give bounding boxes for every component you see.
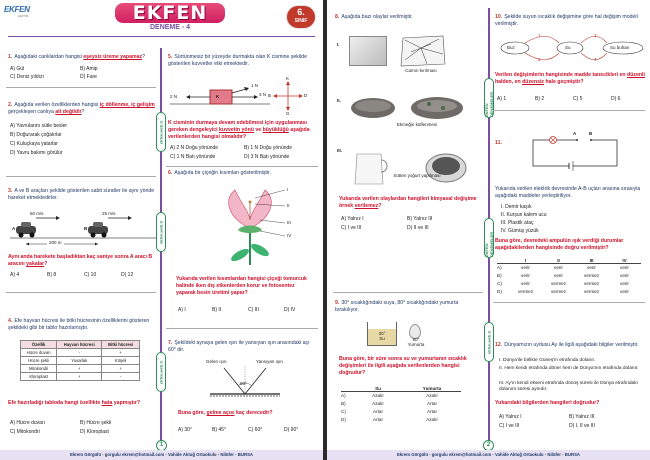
table-header: Yumurta: [422, 386, 442, 391]
option[interactable]: B) Yalnız III: [407, 216, 433, 222]
grade-badge: 6. SINIF: [286, 5, 316, 29]
question-10-prompt: Verilen değişimlerin hangisinde madde tanecikleri en düzenli halden, en düzensiz hale geçmiştir?: [495, 72, 645, 85]
option[interactable]: B) 45°: [212, 427, 226, 433]
option[interactable]: A) 2 N Doğu yönünde: [170, 145, 219, 151]
side-watermark: EKFEN DENEMELER: [484, 78, 494, 118]
south-label: G: [286, 111, 290, 116]
table-header: III: [589, 258, 594, 263]
table-row[interactable]: C) Artar Artar: [341, 409, 437, 414]
car-b-icon: [88, 222, 108, 238]
table-header: Bitki hücresi: [102, 341, 140, 349]
side-watermark: ekfen.web.tr: [484, 322, 494, 362]
car-a-icon: [16, 222, 36, 238]
incoming-ray-label: Gelen ışın: [206, 359, 227, 364]
force-left-label: 2 N: [170, 94, 178, 99]
arrow-label: 1: [538, 33, 541, 38]
cell-table: [20, 340, 140, 381]
question-3-prompt: Aynı anda harekete başladıktan kaç saniye sonra A aracı B aracını yakalar?: [8, 254, 153, 267]
table-row[interactable]: B) Azalır Artar: [341, 401, 437, 406]
footer: Ekrem Görgülü - gorgulu ekrem@hotmail.com - Vahide Aktuğ Ortaokulu - Nilüfer - BURSA: [0, 450, 323, 460]
option[interactable]: B) Amip: [80, 66, 98, 72]
speed-b-label: 25 m/s: [102, 211, 116, 216]
car-a-label: A: [12, 226, 16, 231]
option[interactable]: D) II ve III: [407, 225, 429, 231]
table-row: Hücre şekli Yuvarlak Köşeli: [21, 357, 140, 365]
arrow-label: 2: [538, 57, 541, 62]
table-row[interactable]: C) verir vermez vermez verir: [497, 281, 629, 286]
table-row[interactable]: A) Azalır Azalır: [341, 393, 438, 398]
option[interactable]: D) Fare: [80, 74, 97, 80]
angle-label: 60°: [240, 381, 247, 386]
question-11-prompt: Buna göre, devredeki ampulün ışık verdiği durumlar aşağıdakilerden hangisinde doğru verilmiştir?: [495, 238, 624, 251]
page-number: 2: [483, 440, 494, 451]
option[interactable]: C) Mitokondri: [10, 429, 40, 435]
part-label: IV: [287, 233, 292, 238]
point-a-label: A: [573, 131, 577, 136]
option[interactable]: D) Yavru bakımı görülür: [10, 150, 63, 156]
option[interactable]: B) 8: [47, 272, 57, 278]
exam-subtitle: DENEME - 4: [149, 24, 191, 31]
reflected-ray-label: Yansıyan ışın: [256, 359, 283, 364]
force-right-label: 3 N: [259, 92, 267, 97]
option[interactable]: D) Kloroplast: [80, 429, 109, 435]
question-1: 1. Aşağıdaki canlılardan hangisi eşeysiz üreme yapamaz?: [8, 54, 145, 60]
list-item: III. Ay'ın kendi ekseni etrafında dönüş süresi ile Dünya etrafındaki dolanım süresi aynıdır.: [499, 381, 638, 393]
flower-diagram: [200, 180, 310, 270]
option[interactable]: A) 30°: [178, 427, 192, 433]
option[interactable]: A) 4: [10, 272, 20, 278]
option[interactable]: D) 12: [121, 272, 134, 278]
item-numeral: II.: [337, 98, 341, 103]
milk-yogurt-images: [351, 146, 471, 188]
option[interactable]: B) Yalnız III: [569, 414, 595, 420]
option[interactable]: A) Gül: [10, 66, 25, 72]
table-row[interactable]: D) Artar Azalır: [341, 417, 438, 422]
state-node: Su: [565, 45, 571, 50]
q11-answer-table: [497, 258, 641, 296]
question-4: 4. Efe hayvan hücresi ile bitki hücresinin özelliklerini gösteren şekildeki gibi bir tablo hazırlamıştır.: [8, 318, 150, 331]
option[interactable]: B) Hücre şekli: [80, 420, 112, 426]
question-8-prompt: Yukarıda verilen olaylardan hangileri kimyasal değişime örnek verilemez?: [339, 196, 477, 209]
car-b-label: B: [84, 226, 88, 231]
item-caption: Sütten yoğurt yapılması: [393, 173, 441, 178]
option[interactable]: A) Yalnız I: [499, 414, 522, 420]
table-header: IV: [622, 258, 627, 263]
glass-pane-image: [349, 36, 387, 66]
north-label: K: [286, 76, 290, 81]
table-header: I: [524, 258, 527, 263]
option[interactable]: C) 10: [84, 272, 97, 278]
option[interactable]: C) Kuluçkaya yatarlar: [10, 141, 58, 147]
list-item: II. Kurşun kalem ucu: [501, 212, 547, 218]
distance-label: 200 m: [49, 240, 62, 245]
list-item: IV. Gümüş yüzük: [501, 228, 539, 234]
list-item: I. Dünya'ile birlikte Güneş'in etrafında dolanır.: [499, 358, 596, 363]
question-5: 5. Sürtünmesiz bir yüzeyde durmakta olan K cismine şekilde gösterilen kuvvetler etki etmektedir.: [168, 54, 307, 67]
table-row[interactable]: B) verir verir vermez verir: [497, 273, 629, 278]
item-numeral: I.: [337, 42, 340, 47]
page-2: [327, 0, 650, 460]
option[interactable]: C) 5: [573, 96, 583, 102]
option[interactable]: C) I ve III: [341, 225, 362, 231]
option[interactable]: C) Deniz yıldızı: [10, 74, 44, 80]
part-label: III: [287, 220, 291, 225]
option[interactable]: D) 90°: [284, 427, 299, 433]
q9-answer-table: [341, 386, 461, 424]
option[interactable]: A) Yavrularını sütle besler: [10, 123, 68, 129]
point-b-label: B: [589, 131, 593, 136]
option[interactable]: B) 1 N Doğu yönünde: [244, 145, 293, 151]
option[interactable]: C) 60°: [248, 427, 263, 433]
beaker-image: 30° Su: [367, 322, 397, 346]
part-label: II: [287, 203, 290, 208]
question-11-number: 11.: [495, 140, 502, 146]
option[interactable]: D) I, II ve III: [569, 423, 595, 429]
list-item: I. Demir kaşık: [501, 204, 532, 210]
compass-icon: [273, 81, 303, 111]
table-row: Hücre duvarı - +: [21, 349, 140, 357]
side-watermark: ekfen.web.tr: [156, 212, 166, 252]
bread-images: [349, 94, 469, 124]
broken-glass-image: [397, 34, 449, 68]
side-watermark: ekfen.web.tr: [156, 112, 166, 152]
option[interactable]: D) 3 N Batı yönünde: [244, 154, 290, 160]
option[interactable]: C) I ve III: [499, 423, 520, 429]
item-caption: Camın kırılması: [405, 68, 437, 73]
west-label: B: [268, 93, 272, 98]
arrow-label: 4: [594, 57, 597, 62]
option[interactable]: D) IV: [284, 307, 296, 313]
option[interactable]: B) II: [212, 307, 222, 313]
egg-caption: 80° Yumurta: [407, 337, 425, 347]
question-7-prompt: Buna göre, gelme açısı kaç derecedir?: [178, 410, 273, 416]
question-4-prompt: Efe hazırladığı tabloda hangi özellikte hata yapmıştır?: [8, 400, 141, 406]
option[interactable]: A) Yalnız I: [341, 216, 364, 222]
page-title: EKFEN: [115, 3, 225, 23]
option[interactable]: B) 2: [535, 96, 545, 102]
question-6: 6. Aşağıda bir çiçeğin kısımları gösterilmiştir.: [168, 170, 271, 176]
table-header: II: [557, 258, 560, 263]
force-up-label: 1 N: [251, 83, 259, 88]
option[interactable]: D) 6: [611, 96, 621, 102]
option[interactable]: C) III: [248, 307, 259, 313]
table-header: Hayvan hücresi: [57, 341, 102, 349]
part-label: I: [287, 187, 289, 192]
table-row: Kloroplast + -: [21, 373, 140, 381]
question-6-prompt: Yukarıda verilen kısımlardan hangisi çiçeği tomurcuk halinde iken dış etkenlerden korur ve fotosentez yaparak besin üretimi yapar?: [176, 276, 307, 296]
option[interactable]: C) 1 N Batı yönünde: [170, 154, 216, 160]
question-12: 12. Dünyamızın uydusu Ay ile ilgili aşağıdaki bilgiler verilmiştir.: [495, 342, 639, 348]
table-row[interactable]: D) vermez vermez vermez verir: [497, 289, 629, 294]
east-label: D: [304, 93, 308, 98]
table-row[interactable]: A) verir verir verir verir: [497, 265, 629, 270]
circuit-diagram: [527, 130, 627, 176]
item-caption: Ekmeğin küflenmesi: [396, 122, 438, 127]
option[interactable]: A) I: [178, 307, 186, 313]
state-node: Buz: [507, 45, 515, 50]
page-1: [0, 0, 323, 460]
body-label: K: [216, 94, 220, 99]
option[interactable]: B) Doğurarak çoğalırlar: [10, 132, 62, 138]
header-title-banner: [115, 3, 225, 31]
state-node: Su buharı: [610, 45, 630, 50]
speed-a-label: 50 m/s: [30, 211, 44, 216]
question-11: Yukarıda verilen elektrik devresinde A-B uçları arasına sırasıyla aşağıdaki maddeler yerleştiriliyor.: [495, 186, 641, 199]
question-3: 3. A ve B araçları şekilde gösterilen sabit süratler ile aynı yönde hareket etmektedirler.: [8, 188, 155, 201]
list-item: III. Plastik ataç: [501, 220, 534, 226]
question-2: 2. Aşağıda verilen özelliklerden hangisi iç döllenme, iç gelişim gerçekleşen canlıya ait değildir?: [8, 102, 155, 115]
question-10: 10. Şekilde suyun sıcaklık değişimine göre hal değişim modeli verilmiştir.: [495, 14, 638, 27]
arrow-label: 3: [594, 33, 597, 38]
question-8: 8. Aşağıda bazı olaylar verilmiştir.: [335, 14, 413, 20]
header-logo: EKFEN EĞİTİM: [4, 5, 30, 18]
table-header: Özellik: [21, 341, 57, 349]
question-9-prompt: Buna göre, bir süre sonra su ve yumurtanın sıcaklık değişimleri ile ilgili aşağıda verilenlerden hangisi doğrudur?: [339, 356, 467, 376]
side-watermark: EKFEN DENEMELER: [484, 218, 494, 258]
question-7: 7. Şekildeki aynaya gelen ışın ile yansıyan ışın arasındaki açı 60° dir.: [168, 340, 310, 353]
list-item: II. Hem kendi etrafında döner hem de Dünya'nın etrafında dolanır.: [499, 366, 639, 371]
table-row: Mitokondri + +: [21, 365, 140, 373]
table-header: Su: [375, 386, 381, 391]
option[interactable]: A) Hücre duvarı: [10, 420, 46, 426]
question-9: 9. 30° sıcaklığındaki suya, 80° sıcaklığındaki yumurta bırakılıyor.: [335, 300, 459, 313]
side-watermark: ekfen.web.tr: [156, 352, 166, 392]
item-numeral: III.: [337, 148, 343, 153]
question-5-prompt: K cisminin durmaya devam edebilmesi için uygulanması gereken dengeleyici kuvvetin yönü ve büyüklüğü aşağıda verilenlerden hangisi olmalıdır?: [168, 120, 310, 140]
mirror-diagram: [190, 360, 300, 400]
question-12-prompt: Yukarıdaki bilgilerden hangileri doğrudur?: [495, 400, 600, 406]
footer: Ekrem Görgülü - gorgulu ekrem@hotmail.com - Vahide Aktuğ Ortaokulu - Nilüfer - BURSA: [327, 450, 650, 460]
page-number: 1: [156, 440, 167, 451]
option[interactable]: A) 1: [497, 96, 507, 102]
